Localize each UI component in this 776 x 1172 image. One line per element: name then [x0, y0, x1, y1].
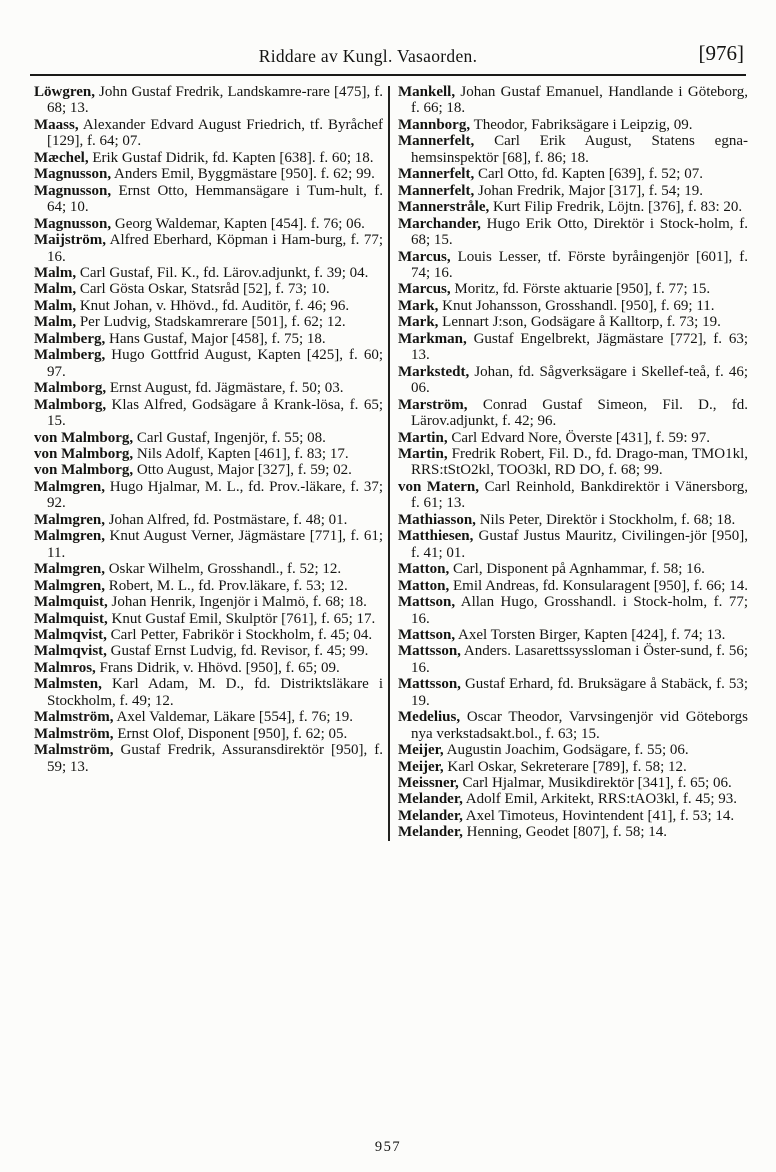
entry-text: Frans Didrik, v. Hhövd. [950], f. 65; 09. — [99, 659, 340, 676]
entry-surname: Mannborg, — [398, 116, 471, 133]
entry-text: Carl Gösta Oskar, Statsråd [52], f. 73; 10. — [79, 281, 330, 298]
entry-text: Knut Gustaf Emil, Skulptör [761], f. 65; 17. — [111, 610, 376, 627]
directory-entry — [34, 232, 383, 265]
entry-surname: Matton, — [398, 561, 450, 578]
directory-entry — [398, 183, 748, 199]
entry-text: Alfred Eberhard, Köpman i Ham-burg, f. 77; 16. — [47, 232, 383, 265]
entry-surname: Löwgren, — [34, 84, 95, 100]
entry-surname: Meijer, — [398, 758, 444, 775]
entry-text: Anders. Lasarettssyssloman i Öster-sund, f. 56; 16. — [411, 643, 748, 676]
directory-entry — [398, 791, 748, 807]
entry-surname: Marcus, — [398, 281, 451, 298]
entry-surname: Melander, — [398, 824, 463, 841]
entry-text: Gustaf Justus Mauritz, Civilingen-jör [950], f. 41; 01. — [411, 528, 748, 561]
directory-entry — [34, 660, 383, 676]
directory-entry — [398, 808, 748, 824]
directory-entry — [398, 578, 748, 594]
directory-entry — [398, 331, 748, 364]
directory-entry — [34, 298, 383, 314]
directory-entry — [398, 298, 748, 314]
entry-text: Oscar Theodor, Varvsingenjör vid Göteborgs nya verkstadsakt.bol., f. 63; 15. — [411, 709, 748, 742]
directory-entry — [398, 364, 748, 397]
directory-entry — [34, 561, 383, 577]
directory-entry — [398, 824, 748, 840]
entry-surname: Malmquist, — [34, 594, 108, 611]
entry-surname: Malmgren, — [34, 511, 105, 528]
directory-entry — [398, 430, 748, 446]
entry-surname: Mankell, — [398, 84, 456, 100]
entry-text: Carl Erik August, Statens egna-hemsinspektör [68], f. 86; 18. — [411, 133, 748, 166]
entry-text: Theodor, Fabriksägare i Leipzig, 09. — [473, 116, 693, 133]
entry-text: John Gustaf Fredrik, Landskamre-rare [475], f. 68; 13. — [47, 84, 383, 117]
directory-entry — [34, 216, 383, 232]
directory-entry — [34, 594, 383, 610]
entry-surname: Malmqvist, — [34, 626, 107, 643]
entry-text: Anders Emil, Byggmästare [950]. f. 62; 99. — [114, 166, 375, 183]
directory-entry — [398, 249, 748, 282]
entry-surname: Malmquist, — [34, 610, 108, 627]
entry-text: Carl Reinhold, Bankdirektör i Vänersborg, f. 61; 13. — [411, 478, 749, 512]
entry-surname: Malmberg, — [34, 347, 106, 364]
directory-entry — [398, 627, 748, 643]
directory-entry — [34, 726, 383, 742]
entry-text: Karl Oskar, Sekreterare [789], f. 58; 12. — [447, 758, 687, 775]
directory-entry — [398, 397, 748, 430]
entry-text: Hugo Gottfrid August, Kapten [425], f. 60; 97. — [47, 347, 384, 380]
header-rule — [30, 74, 746, 76]
directory-entry — [34, 479, 383, 512]
entry-surname: Malmborg, — [34, 380, 107, 397]
entry-text: Emil Andreas, fd. Konsularagent [950], f. 66; 14. — [453, 577, 748, 594]
entry-surname: Martin, — [398, 445, 448, 462]
entry-surname: Mannerstråle, — [398, 199, 490, 216]
directory-entry — [398, 759, 748, 775]
entry-text: Johan Henrik, Ingenjör i Malmö, f. 68; 18. — [111, 594, 367, 611]
page-title: Riddare av Kungl. Vasaorden. — [258, 46, 478, 66]
entry-text: Georg Waldemar, Kapten [454]. f. 76; 06. — [114, 215, 365, 232]
entry-surname: Malmros, — [34, 659, 96, 676]
entry-text: Carl Gustaf, Fil. K., fd. Lärov.adjunkt, f. 39; 04. — [79, 264, 369, 281]
left-column — [34, 84, 388, 841]
entry-text: Adolf Emil, Arkitekt, RRS:tAO3kl, f. 45; 93. — [465, 791, 738, 808]
entry-text: Erik Gustaf Didrik, fd. Kapten [638]. f. 60; 18. — [92, 149, 374, 166]
entry-text: Carl Edvard Nore, Överste [431], f. 59: 97. — [451, 429, 711, 446]
entry-text: Fredrik Robert, Fil. D., fd. Drago-man, TMO1kl, RRS:tStO2kl, TOO3kl, RD DO, f. 68; 99. — [411, 445, 748, 479]
directory-entry — [398, 281, 748, 297]
entry-surname: Mark, — [398, 314, 439, 331]
entry-text: Henning, Geodet [807], f. 58; 14. — [466, 824, 667, 841]
entry-surname: Mannerfelt, — [398, 182, 475, 199]
directory-entry — [398, 216, 748, 249]
directory-entry — [398, 117, 748, 133]
entry-text: Moritz, fd. Förste aktuarie [950], f. 77; 15. — [454, 281, 711, 298]
entry-surname: Malm, — [34, 297, 77, 314]
entry-surname: von Malmborg, — [34, 429, 134, 446]
directory-entry — [398, 528, 748, 561]
directory-entry — [34, 314, 383, 330]
entry-surname: Melander, — [398, 807, 463, 824]
entry-surname: von Malmborg, — [34, 445, 134, 462]
entry-surname: Martin, — [398, 429, 448, 446]
entry-text: Alexander Edvard August Friedrich, tf. Byråchef [129], f. 64; 07. — [47, 116, 383, 150]
entry-text: Gustaf Erhard, fd. Bruksägare å Stabäck, f. 53; 19. — [411, 676, 749, 709]
directory-entry — [34, 742, 383, 775]
entry-text: Robert, M. L., fd. Prov.läkare, f. 53; 12. — [108, 577, 348, 594]
entry-text: Carl Gustaf, Ingenjör, f. 55; 08. — [136, 429, 326, 446]
entry-surname: Mathiasson, — [398, 511, 476, 528]
entry-surname: Malmgren, — [34, 528, 105, 545]
entry-text: Axel Timoteus, Hovintendent [41], f. 53; 14. — [465, 807, 735, 824]
entry-surname: Marström, — [398, 396, 468, 413]
directory-entry — [34, 528, 383, 561]
entry-text: Hugo Erik Otto, Direktör i Stock-holm, f. 68; 15. — [411, 215, 748, 249]
entry-text: Oskar Wilhelm, Grosshandl., f. 52; 12. — [108, 561, 342, 578]
entry-surname: Mark, — [398, 297, 439, 314]
entry-text: Gustaf Fredrik, Assuransdirektör [950], f. 59; 13. — [47, 742, 383, 775]
page-number: 957 — [374, 1139, 402, 1155]
directory-entry — [398, 742, 748, 758]
entry-text: Ernst Olof, Disponent [950], f. 62; 05. — [117, 725, 348, 742]
entry-text: Carl, Disponent på Agnhammar, f. 58; 16. — [453, 561, 705, 578]
directory-entry — [34, 627, 383, 643]
directory-entry — [398, 199, 748, 215]
directory-entry — [398, 775, 748, 791]
entry-text: Johan Fredrik, Major [317], f. 54; 19. — [477, 182, 703, 199]
directory-entry — [34, 281, 383, 297]
directory-entry — [398, 561, 748, 577]
entry-surname: Medelius, — [398, 709, 461, 726]
entry-surname: Mattson, — [398, 594, 456, 611]
directory-entry — [34, 397, 383, 430]
entry-surname: Markman, — [398, 330, 467, 347]
entry-text: Knut Johan, v. Hhövd., fd. Auditör, f. 46; 96. — [79, 297, 350, 314]
entry-text: Carl Otto, fd. Kapten [639], f. 52; 07. — [477, 166, 703, 183]
entry-surname: Markstedt, — [398, 363, 470, 380]
entry-text: Ernst Otto, Hemmansägare i Tum-hult, f. 64; 10. — [47, 182, 383, 216]
directory-entry — [34, 709, 383, 725]
entry-surname: Matthiesen, — [398, 528, 474, 545]
directory-entry — [34, 611, 383, 627]
entry-surname: Mattson, — [398, 626, 456, 643]
entry-text: Carl Petter, Fabrikör i Stockholm, f. 45; 04. — [110, 626, 373, 643]
entry-text: Axel Torsten Birger, Kapten [424], f. 74; 13. — [458, 626, 726, 643]
directory-entry — [34, 446, 383, 462]
entry-surname: Matton, — [398, 577, 450, 594]
directory-entry — [398, 133, 748, 166]
entry-surname: Maijström, — [34, 232, 107, 249]
entry-surname: von Matern, — [398, 478, 479, 495]
entry-surname: Malmgren, — [34, 478, 105, 495]
entry-text: Klas Alfred, Godsägare å Krank-lösa, f. 65; 15. — [47, 396, 383, 430]
directory-entry — [398, 643, 748, 676]
entry-surname: Melander, — [398, 791, 463, 808]
entry-surname: Malmgren, — [34, 561, 105, 578]
directory-entry — [34, 676, 383, 709]
directory-entry — [398, 166, 748, 182]
entry-surname: Malmström, — [34, 742, 114, 759]
directory-entry — [34, 150, 383, 166]
directory-entry — [34, 462, 383, 478]
entry-surname: Mæchel, — [34, 149, 89, 166]
page-reference-number: [976] — [698, 41, 744, 65]
entry-surname: Malm, — [34, 264, 77, 281]
entry-surname: Malmborg, — [34, 396, 107, 413]
two-column-text-area — [34, 84, 748, 841]
directory-entry — [398, 594, 748, 627]
entry-surname: Malmgren, — [34, 577, 105, 594]
entry-text: Nils Peter, Direktör i Stockholm, f. 68; 18. — [479, 511, 736, 528]
entry-text: Conrad Gustaf Simeon, Fil. D., fd. Lärov.adjunkt, f. 42; 96. — [411, 396, 748, 430]
directory-entry — [398, 84, 748, 117]
entry-text: Axel Valdemar, Läkare [554], f. 76; 19. — [116, 709, 354, 726]
entry-text: Kurt Filip Fredrik, Löjtn. [376], f. 83: 20. — [492, 199, 743, 216]
directory-entry — [34, 265, 383, 281]
entry-text: Louis Lesser, tf. Förste byråingenjör [601], f. 74; 16. — [411, 248, 748, 281]
entry-surname: Malmberg, — [34, 330, 106, 347]
entry-text: Karl Adam, M. D., fd. Distriktsläkare i Stockholm, f. 49; 12. — [47, 676, 384, 709]
directory-entry — [34, 117, 383, 150]
entry-surname: Malmsten, — [34, 676, 102, 693]
right-column — [390, 84, 748, 841]
directory-entry — [34, 578, 383, 594]
entry-text: Carl Hjalmar, Musikdirektör [341], f. 65; 06. — [462, 775, 732, 792]
entry-text: Johan, fd. Sågverksägare i Skellef-teå, f. 46; 06. — [411, 363, 749, 397]
directory-entry — [34, 380, 383, 396]
directory-entry — [398, 676, 748, 709]
directory-entry — [34, 331, 383, 347]
entry-surname: Malm, — [34, 314, 77, 331]
directory-entry — [398, 512, 748, 528]
entry-surname: Mannerfelt, — [398, 133, 475, 150]
entry-text: Nils Adolf, Kapten [461], f. 83; 17. — [136, 445, 349, 462]
entry-text: Gustaf Engelbrekt, Jägmästare [772], f. 63; 13. — [411, 330, 749, 364]
entry-text: Hugo Hjalmar, M. L., fd. Prov.-läkare, f. 37; 92. — [47, 478, 383, 512]
directory-entry — [398, 314, 748, 330]
entry-surname: Marcus, — [398, 248, 451, 265]
entry-surname: von Malmborg, — [34, 462, 134, 479]
entry-text: Hans Gustaf, Major [458], f. 75; 18. — [108, 330, 326, 347]
entry-surname: Meissner, — [398, 775, 459, 792]
directory-entry — [34, 183, 383, 216]
entry-surname: Magnusson, — [34, 215, 112, 232]
directory-entry — [34, 347, 383, 380]
entry-surname: Mattsson, — [398, 676, 461, 693]
entry-surname: Magnusson, — [34, 166, 112, 183]
entry-text: Ernst August, fd. Jägmästare, f. 50; 03. — [109, 380, 344, 397]
directory-entry — [34, 84, 383, 117]
entry-text: Lennart J:son, Godsägare å Kalltorp, f. 73; 19. — [442, 314, 721, 331]
entry-text: Gustaf Ernst Ludvig, fd. Revisor, f. 45; 99. — [110, 643, 369, 660]
entry-surname: Malm, — [34, 281, 77, 298]
entry-surname: Maass, — [34, 116, 79, 133]
entry-text: Augustin Joachim, Godsägare, f. 55; 06. — [446, 742, 689, 759]
directory-entry — [34, 643, 383, 659]
directory-entry — [398, 479, 748, 512]
entry-surname: Malmström, — [34, 725, 114, 742]
entry-surname: Meijer, — [398, 742, 444, 759]
directory-entry — [398, 709, 748, 742]
entry-text: Knut Johansson, Grosshandl. [950], f. 69; 11. — [442, 297, 715, 314]
directory-entry — [398, 446, 748, 479]
directory-entry — [34, 512, 383, 528]
entry-surname: Malmström, — [34, 709, 114, 726]
entry-text: Knut August Verner, Jägmästare [771], f. 61; 11. — [47, 528, 384, 561]
entry-text: Johan Gustaf Emanuel, Handlande i Göteborg, f. 66; 18. — [411, 84, 748, 117]
directory-entry — [34, 430, 383, 446]
entry-surname: Magnusson, — [34, 182, 112, 199]
entry-text: Per Ludvig, Stadskamrerare [501], f. 62; 12. — [79, 314, 346, 331]
entry-text: Johan Alfred, fd. Postmästare, f. 48; 01. — [108, 511, 348, 528]
entry-surname: Mattsson, — [398, 643, 461, 660]
entry-surname: Marchander, — [398, 215, 481, 232]
directory-entry — [34, 166, 383, 182]
entry-text: Otto August, Major [327], f. 59; 02. — [136, 462, 352, 479]
entry-surname: Malmqvist, — [34, 643, 107, 660]
entry-text: Allan Hugo, Grosshandl. i Stock-holm, f. 77; 16. — [411, 594, 748, 627]
entry-surname: Mannerfelt, — [398, 166, 475, 183]
